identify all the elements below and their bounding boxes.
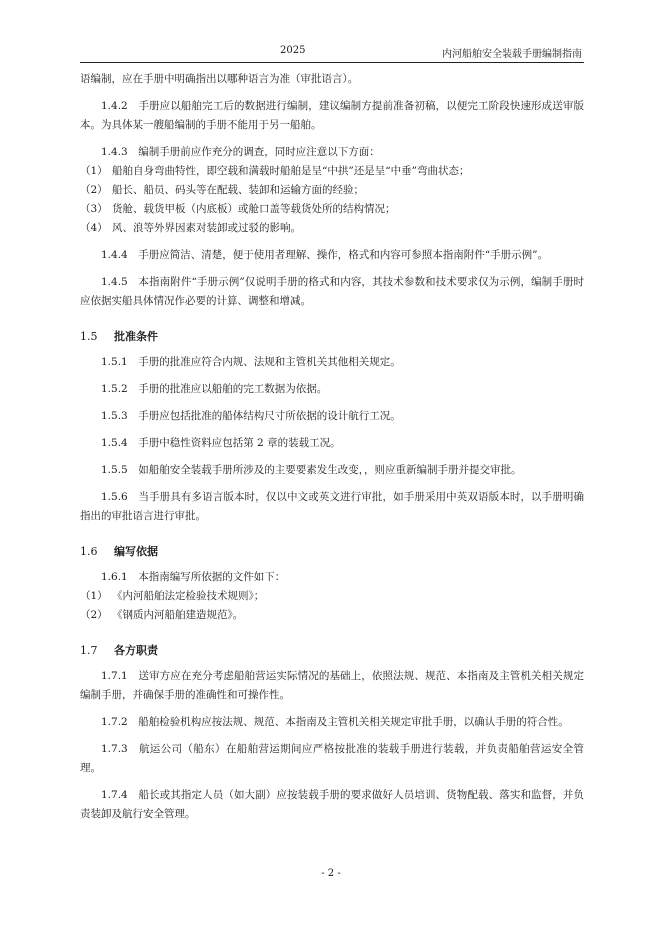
paragraph-1-5-3: 1.5.3 手册应包括批准的船体结构尺寸所依据的设计航行工况。 (101, 410, 401, 422)
page-body (80, 70, 584, 824)
list-item-number: （2） (80, 184, 108, 196)
paragraph-1-6-1: 1.6.1 本指南编写所依据的文件如下： (101, 571, 286, 583)
list-item-number: （2） (80, 609, 108, 621)
paragraph-1-7-1: 1.7.1 送审方应在充分考虑船舶营运实际情况的基础上，依照法规、规范、本指南及主管机关相关规定编制手册，并确保手册的准确性和可操作性。 (80, 670, 584, 701)
list-item-text: 船舶自身弯曲特性，即空载和满载时船舶是呈“中拱”还是呈“中垂”弯曲状态； (112, 165, 470, 177)
list-item (80, 219, 584, 238)
list-item-text: 《钢质内河船舶建造规范》。 (112, 609, 244, 621)
section-number: 1.7 (80, 644, 98, 657)
list-item (80, 200, 584, 219)
list-item (80, 587, 584, 606)
section-title: 编写依据 (114, 545, 158, 558)
list-item (80, 606, 584, 625)
list-item-text: 船长、船员、码头等在配载、装卸和运输方面的经验； (112, 184, 364, 196)
paragraph-1-7-4: 1.7.4 船长或其指定人员（如大副）应按装载手册的要求做好人员培训、货物配载、落实和监督，并负责装卸及航行安全管理。 (80, 789, 584, 820)
list-item-number: （4） (80, 222, 108, 234)
paragraph-1-4-5: 1.4.5 本指南附件“手册示例”仅说明手册的格式和内容，其技术参数和技术要求仅为示例，编制手册时应依据实船具体情况作必要的计算、调整和增减。 (80, 276, 584, 307)
section-title: 批准条件 (114, 330, 158, 343)
section-title: 各方职责 (114, 644, 158, 657)
paragraph-1-5-4: 1.5.4 手册中稳性资料应包括第 2 章的装载工况。 (101, 437, 341, 449)
paragraph-1-7-3: 1.7.3 航运公司（船东）在船舶营运期间应严格按批准的装载手册进行装载，并负责船舶营运安全管理。 (80, 743, 584, 774)
paragraph-1-5-1: 1.5.1 手册的批准应符合内规、法规和主管机关其他相关规定。 (101, 356, 401, 368)
section-number: 1.5 (80, 330, 98, 343)
section-heading-1-7 (80, 641, 584, 661)
list-item-number: （1） (80, 165, 108, 177)
header-document-title: 内河船舶安全装载手册编制指南 (442, 49, 582, 60)
section-heading-1-5 (80, 327, 584, 347)
list-item-number: （1） (80, 590, 108, 602)
list-item-number: （3） (80, 203, 108, 215)
list-item-text: 《内河船舶法定检验技术规则》； (112, 590, 265, 602)
header-year: 2025 (280, 45, 306, 56)
paragraph-1-4-3: 1.4.3 编制手册前应作充分的调查，同时应注意以下方面： (101, 146, 380, 158)
list-item-text: 风、浪等外界因素对装卸或过驳的影响。 (112, 222, 301, 234)
paragraph-1-4-2: 1.4.2 手册应以船舶完工后的数据进行编制，建议编制方提前准备初稿，以便完工阶段快速形成送审版本。为具体某一艘船编制的手册不能用于另一船舶。 (80, 100, 584, 131)
paragraph-1-5-2: 1.5.2 手册的批准应以船舶的完工数据为依据。 (101, 383, 328, 395)
paragraph-1-7-2: 1.7.2 船舶检验机构应按法规、规范、本指南及主管机关相关规定审批手册，以确认手册的符合性。 (101, 716, 569, 728)
paragraph-continuation: 语编制，应在手册中明确指出以哪种语言为准（审批语言）。 (80, 73, 359, 85)
page-number: - 2 - (321, 868, 341, 879)
paragraph-1-4-4: 1.4.4 手册应简洁、清楚，便于使用者理解、操作，格式和内容可参照本指南附件“手册示例”。 (101, 249, 548, 261)
paragraph-1-5-6: 1.5.6 当手册具有多语言版本时，仅以中文或英文进行审批，如手册采用中英双语版本时，以手册明确指出的审批语言进行审批。 (80, 491, 584, 522)
list-item (80, 181, 584, 200)
list-item (80, 162, 584, 181)
paragraph-1-5-5: 1.5.5 如船舶安全装载手册所涉及的主要要素发生改变，，则应重新编制手册并提交审批。 (101, 464, 522, 476)
list-item-text: 货舱、载货甲板（内底板）或舱口盖等载货处所的结构情况； (112, 203, 396, 215)
section-heading-1-6 (80, 542, 584, 562)
section-number: 1.6 (80, 545, 98, 558)
page-header (80, 40, 584, 63)
